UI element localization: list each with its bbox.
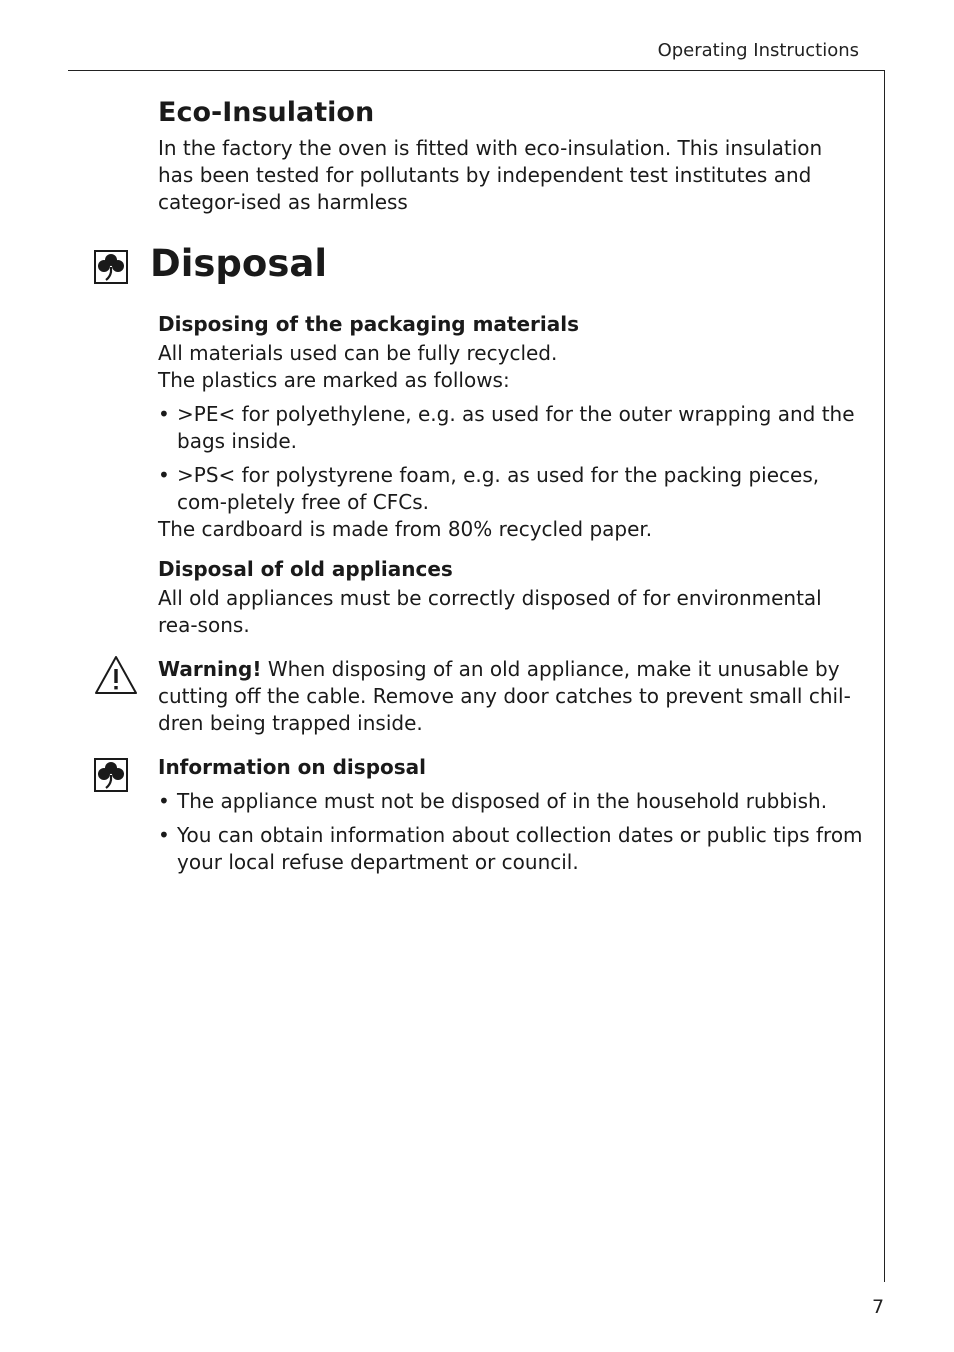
old-appliances-heading: Disposal of old appliances — [158, 557, 453, 581]
eco-insulation-text: In the factory the oven is fitted with eco-insulation. This insulation has been tested for pollutants by independent test institutes and categor-ised as harmless — [158, 136, 823, 214]
warning-section — [158, 656, 863, 737]
running-header: Operating Instructions — [657, 40, 859, 61]
warning-paragraph — [158, 656, 863, 737]
packaging-line-1: All materials used can be fully recycled. — [158, 341, 558, 365]
old-appliances-section — [158, 556, 863, 639]
list-item — [158, 788, 863, 815]
disposal-heading: Disposal — [150, 242, 327, 285]
list-item-text: The appliance must not be disposed of in the household rubbish. — [177, 789, 828, 813]
info-heading: Information on disposal — [158, 755, 427, 779]
clover-leaf-icon — [94, 250, 128, 284]
list-item — [158, 822, 863, 876]
cardboard-note: The cardboard is made from 80% recycled paper. — [158, 517, 653, 541]
list-item — [158, 462, 863, 516]
packaging-heading: Disposing of the packaging materials — [158, 312, 580, 336]
bullet-dot: • — [158, 463, 170, 487]
page-number: 7 — [872, 1296, 885, 1318]
eco-insulation-heading: Eco-Insulation — [158, 97, 375, 128]
list-item-text: You can obtain information about collection dates or public tips from your local refuse department or council. — [177, 823, 863, 874]
list-item-text: >PE< for polyethylene, e.g. as used for the outer wrapping and the bags inside. — [177, 402, 855, 453]
info-section — [158, 754, 863, 876]
warning-label: Warning! — [158, 657, 262, 681]
eco-insulation-section — [158, 95, 863, 131]
list-item-text: >PS< for polystyrene foam, e.g. as used for the packing pieces, com-pletely free of CFCs. — [177, 463, 820, 514]
packaging-line-2: The plastics are marked as follows: — [158, 368, 510, 392]
bullet-dot: • — [158, 402, 170, 426]
old-appliances-text: All old appliances must be correctly disposed of for environmental rea-sons. — [158, 586, 822, 637]
bullet-dot: • — [158, 823, 170, 847]
eco-insulation-body — [158, 135, 863, 216]
list-item — [158, 401, 863, 455]
clover-leaf-icon — [94, 758, 128, 792]
warning-text: When disposing of an old appliance, make it unusable by cutting off the cable. Remove any door catches to prevent small chil-dren being trapped inside. — [158, 657, 851, 735]
bullet-dot: • — [158, 789, 170, 813]
warning-triangle-icon — [94, 655, 138, 695]
margin-rule — [884, 70, 885, 1282]
header-rule — [68, 70, 885, 71]
packaging-section — [158, 311, 863, 543]
